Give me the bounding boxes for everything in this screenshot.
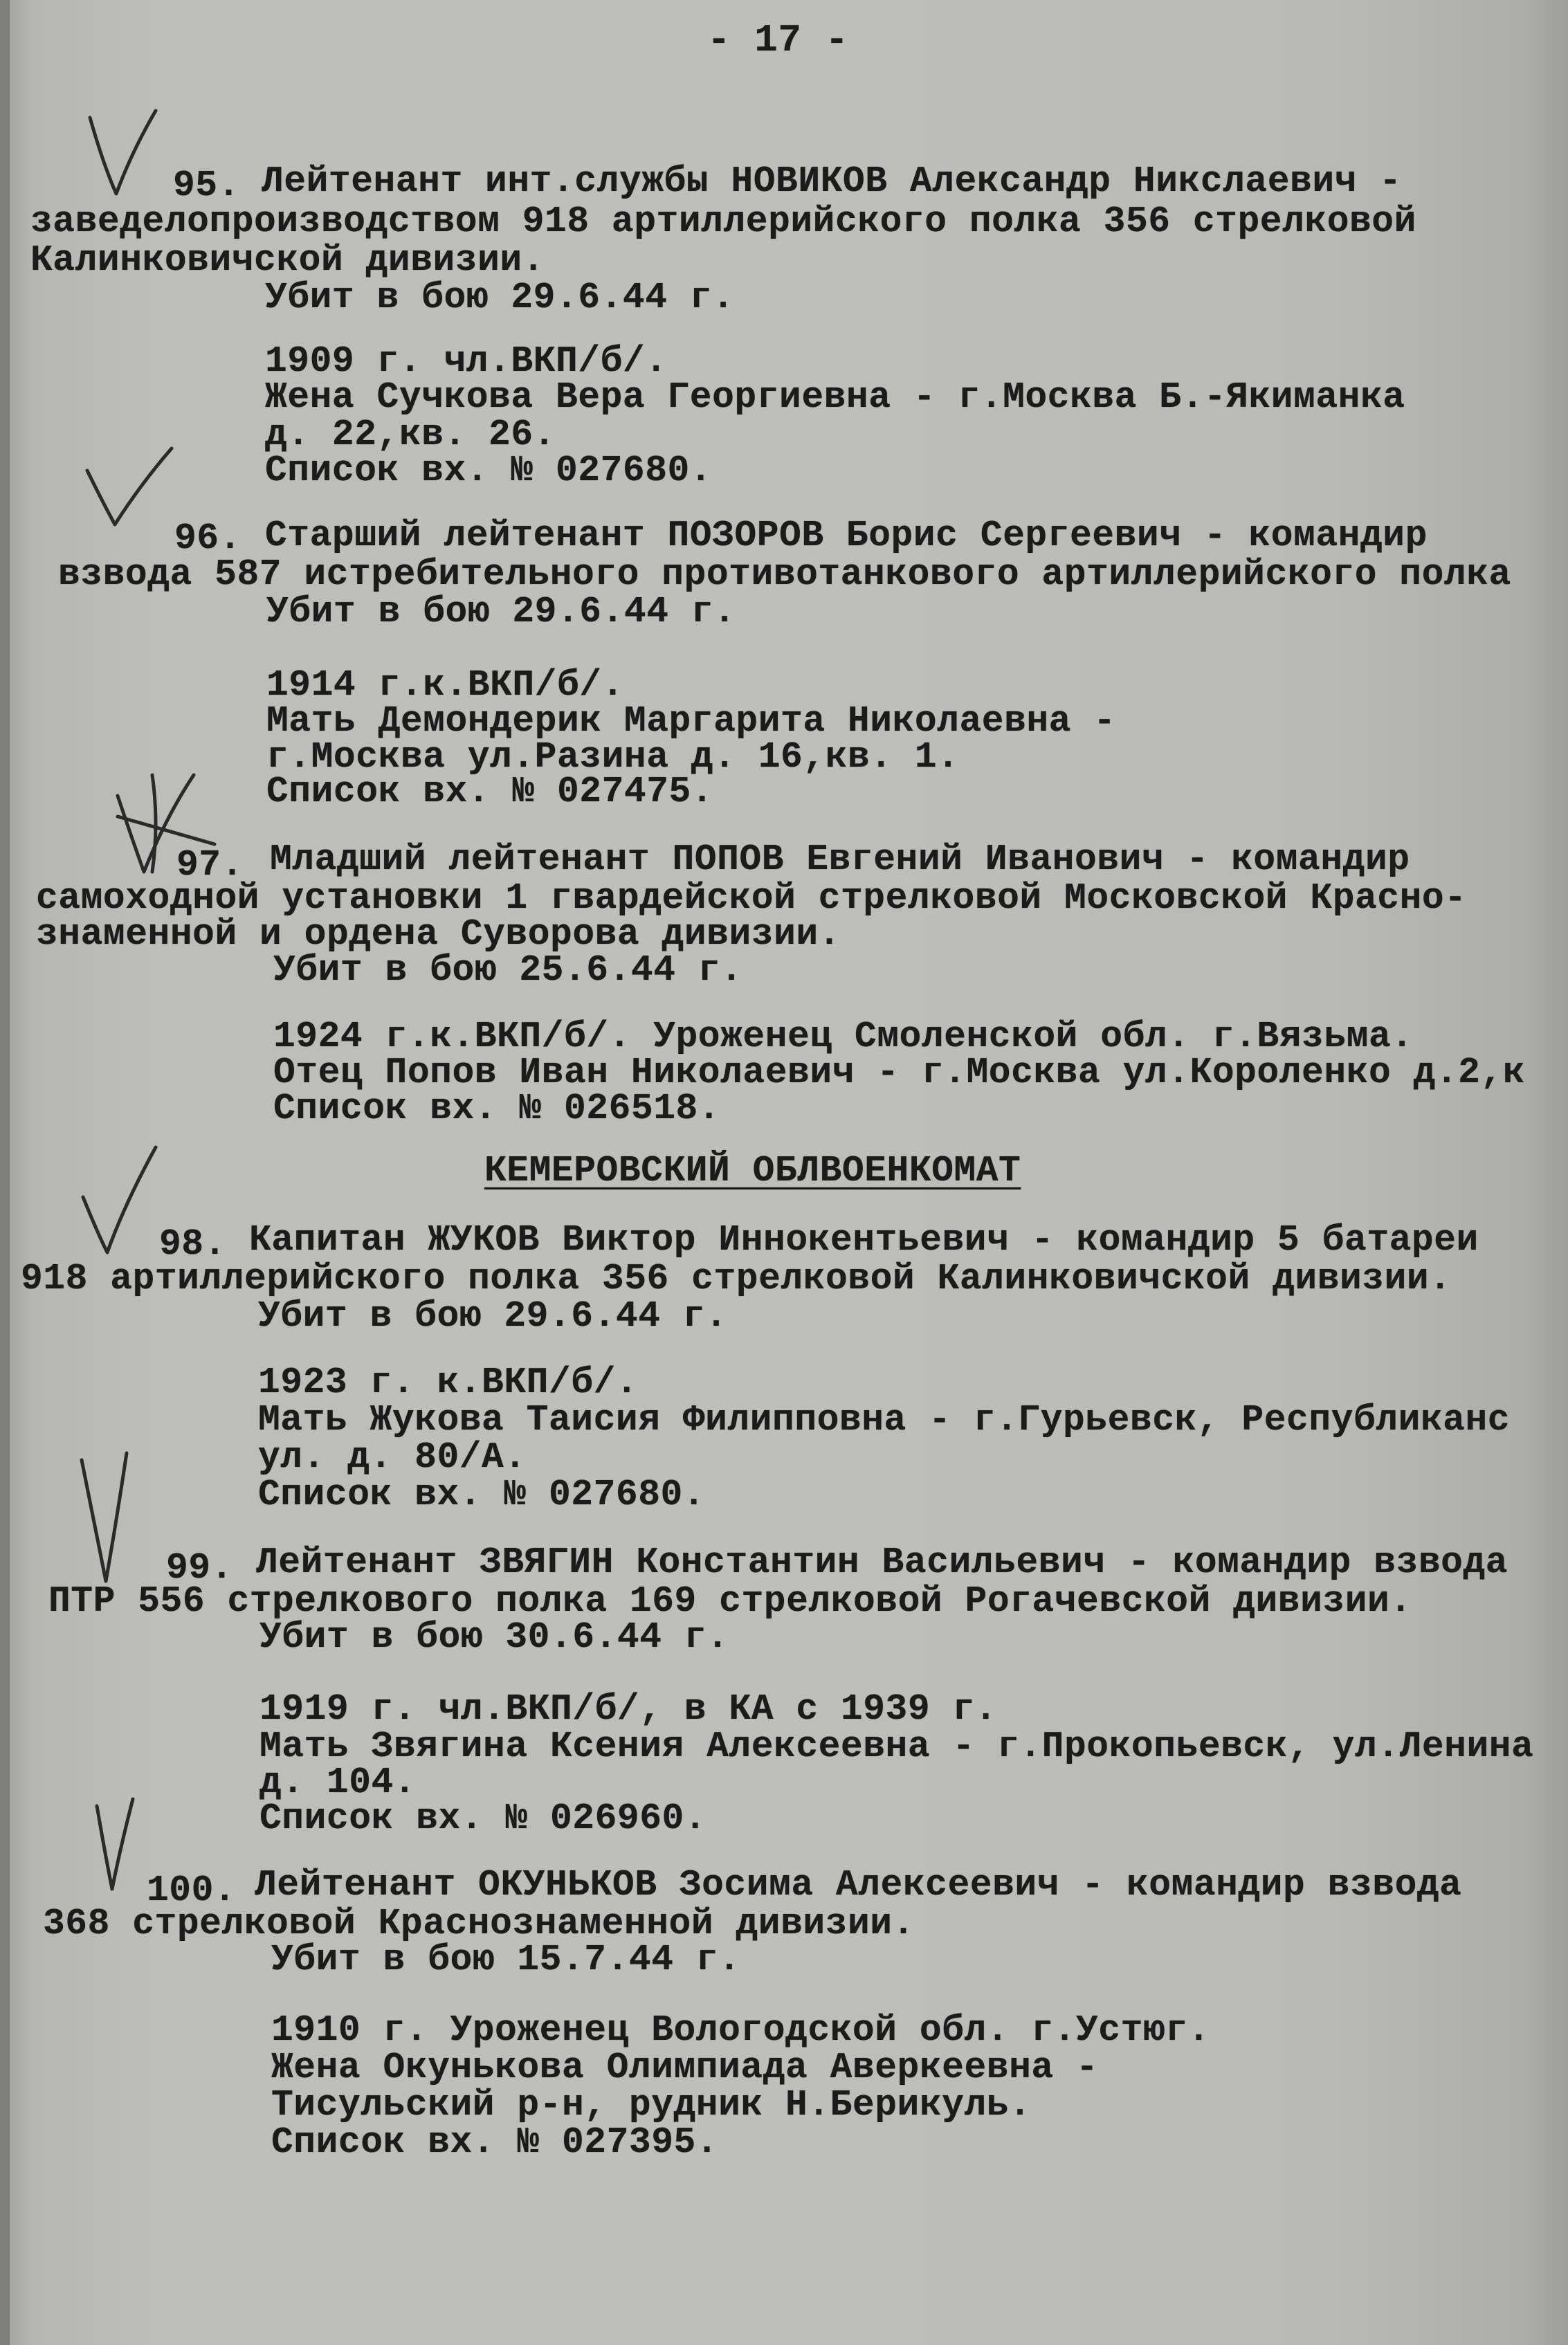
entry-98-line-3: Убит в бою 29.6.44 г. <box>258 1295 728 1337</box>
entry-98-line-2: 918 артиллерийского полка 356 стрелковой Калинковичской дивизии. <box>21 1258 1452 1299</box>
entry-97-line-6: Отец Попов Иван Николаевич - г.Москва ул.Короленко д.2,к <box>273 1052 1526 1093</box>
entry-95-line-7: д. 22,кв. 26. <box>265 414 556 455</box>
entry-95-line-3: Калинковичской дивизии. <box>30 239 545 281</box>
entry-100-number: 100. <box>147 1870 237 1911</box>
entry-96-line-5: Мать Демондерик Маргарита Николаевна - <box>266 700 1116 742</box>
page-spine-shadow <box>0 0 10 2345</box>
entry-97-line-1: Младший лейтенант ПОПОВ Евгений Иванович - командир <box>270 839 1410 880</box>
entry-95-line-1: Лейтенант инт.службы НОВИКОВ Александр Никслаевич - <box>262 161 1402 202</box>
entry-95-line-2: заведелопроизводством 918 артиллерийского полка 356 стрелковой <box>30 201 1416 242</box>
entry-96-line-4: 1914 г.к.ВКП/б/. <box>266 664 624 706</box>
page-number: - 17 - <box>707 18 849 62</box>
entry-97-line-2: самоходной установки 1 гвардейской стрелковой Московской Красно- <box>36 877 1467 919</box>
entry-95-number: 95. <box>173 165 240 206</box>
entry-97-line-4: Убит в бою 25.6.44 г. <box>273 949 743 991</box>
check-mark-icon <box>75 1446 137 1591</box>
entry-99-line-7: Список вх. № 026960. <box>259 1798 707 1839</box>
entry-100-line-1: Лейтенант ОКУНЬКОВ Зосима Алексеевич - командир взвода <box>255 1864 1462 1906</box>
entry-99-line-5: Мать Звягина Ксения Алексеевна - г.Прокопьевск, ул.Ленина <box>259 1726 1534 1767</box>
entry-96-number: 96. <box>174 518 241 559</box>
entry-99-line-4: 1919 г. чл.ВКП/б/, в КА с 1939 г. <box>259 1688 998 1730</box>
entry-96-line-2: взвода 587 истребительного противотанкового артиллерийского полка <box>58 554 1511 595</box>
entry-100-line-5: Жена Окунькова Олимпиада Аверкеевна - <box>271 2047 1099 2088</box>
section-heading: КЕМЕРОВСКИЙ ОБЛВОЕНКОМАТ <box>484 1150 1021 1192</box>
check-mark-icon <box>82 443 179 533</box>
entry-96-line-7: Список вх. № 027475. <box>266 771 714 812</box>
entry-100-line-2: 368 стрелковой Краснознаменной дивизии. <box>43 1903 915 1944</box>
entry-99-line-3: Убит в бою 30.6.44 г. <box>259 1616 729 1658</box>
entry-99-line-6: д. 104. <box>259 1762 417 1803</box>
entry-97-line-7: Список вх. № 026518. <box>273 1088 721 1129</box>
entry-99-number: 99. <box>166 1547 233 1589</box>
entry-100-line-4: 1910 г. Уроженец Вологодской обл. г.Устюг. <box>271 2009 1210 2051</box>
entry-96-line-3: Убит в бою 29.6.44 г. <box>266 591 736 632</box>
entry-95-line-5: 1909 г. чл.ВКП/б/. <box>265 340 668 382</box>
entry-96-line-6: г.Москва ул.Разина д. 16,кв. 1. <box>266 736 960 778</box>
entry-95-line-6: Жена Сучкова Вера Георгиевна - г.Москва Б.-Якиманка <box>265 376 1405 418</box>
entry-97-number: 97. <box>176 844 244 886</box>
check-mark-icon <box>76 1142 166 1259</box>
entry-99-line-1: Лейтенант ЗВЯГИН Константин Васильевич - командир взвода <box>256 1542 1508 1583</box>
entry-100-line-3: Убит в бою 15.7.44 г. <box>271 1939 741 1980</box>
entry-97-line-3: знаменной и ордена Суворова дивизии. <box>36 913 841 955</box>
check-mark-icon <box>83 104 166 208</box>
entry-98-number: 98. <box>159 1223 226 1265</box>
entry-98-line-5: Мать Жукова Таисия Филипповна - г.Гурьевск, Республиканс <box>258 1399 1511 1441</box>
entry-100-line-7: Список вх. № 027395. <box>271 2122 719 2163</box>
entry-97-line-5: 1924 г.к.ВКП/б/. Уроженец Смоленской обл. г.Вязьма. <box>273 1016 1414 1057</box>
entry-95-line-4: Убит в бою 29.6.44 г. <box>265 277 735 318</box>
entry-96-line-1: Старший лейтенант ПОЗОРОВ Борис Сергеевич - командир <box>265 515 1428 556</box>
entry-98-line-1: Капитан ЖУКОВ Виктор Иннокентьевич - командир 5 батареи <box>249 1219 1479 1261</box>
entry-95-line-8: Список вх. № 027680. <box>265 450 713 491</box>
entry-98-line-7: Список вх. № 027680. <box>258 1474 706 1515</box>
entry-98-line-6: ул. д. 80/А. <box>258 1436 527 1478</box>
entry-100-line-6: Тисульский р-н, рудник Н.Берикуль. <box>271 2084 1032 2126</box>
check-mark-icon <box>91 1792 140 1896</box>
entry-99-line-2: ПТР 556 стрелкового полка 169 стрелковой Рогачевской дивизии. <box>48 1580 1412 1622</box>
entry-98-line-4: 1923 г. к.ВКП/б/. <box>258 1362 639 1403</box>
